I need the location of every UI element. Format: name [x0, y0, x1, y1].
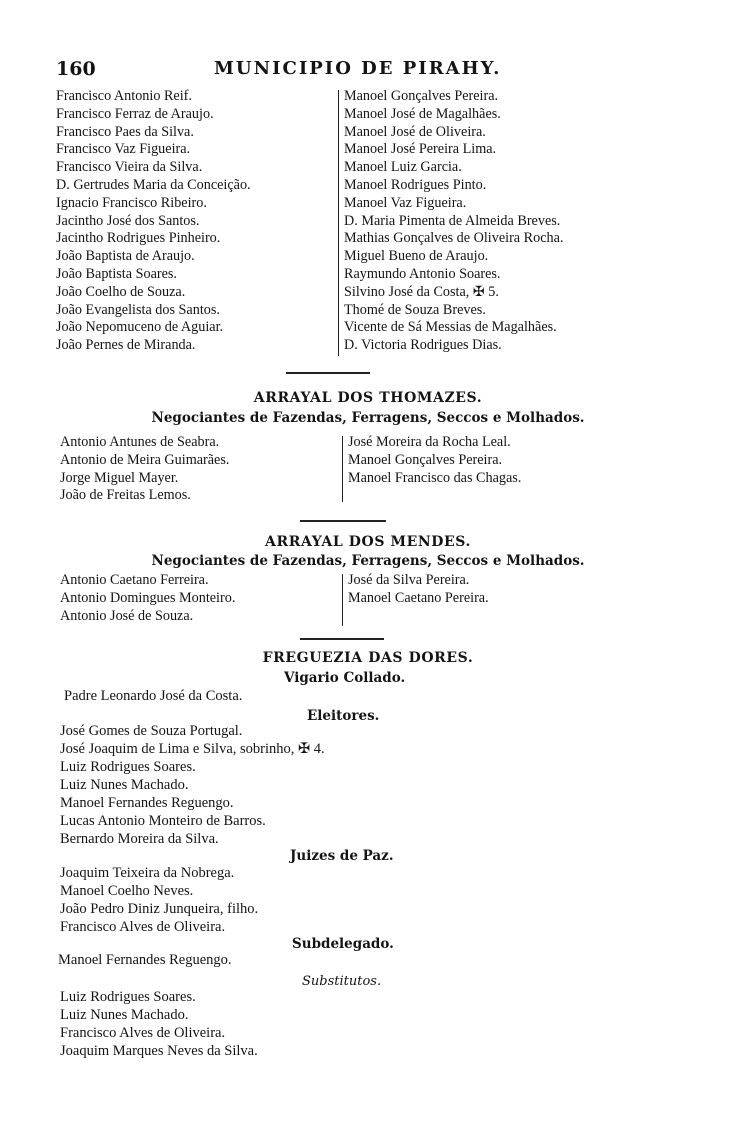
list-item: Manoel Gonçalves Pereira. [348, 451, 503, 468]
list-item: Raymundo Antonio Soares. [344, 265, 501, 282]
list-item: Manoel Caetano Pereira. [348, 589, 489, 606]
list-item: Manoel Francisco das Chagas. [348, 469, 522, 486]
list-item: Jorge Miguel Mayer. [60, 469, 179, 486]
list-item: Silvino José da Costa, ✠ 5. [344, 283, 499, 300]
list-item: Francisco Ferraz de Araujo. [56, 105, 214, 122]
list-item: Manoel Luiz Garcia. [344, 159, 462, 176]
list-item: Manoel Fernandes Reguengo. [60, 795, 234, 811]
list-item: Antonio Antunes de Seabra. [60, 434, 220, 450]
section-subtitle-thomazes: Negociantes de Fazendas, Ferragens, Seccos e Molhados. [151, 410, 585, 426]
section-rule [300, 638, 384, 640]
substitutos-label: Substitutos. [302, 974, 382, 989]
list-item: Manoel José Pereira Lima. [344, 141, 497, 158]
list-item: Francisco Vieira da Silva. [56, 159, 203, 176]
list-item: Mathias Gonçalves de Oliveira Rocha. [344, 230, 564, 247]
list-item: Bernardo Moreira da Silva. [60, 831, 219, 847]
list-item: João Pernes de Miranda. [56, 337, 196, 354]
list-item: Miguel Bueno de Araujo. [344, 248, 489, 265]
list-item: Luiz Nunes Machado. [60, 1007, 189, 1023]
vigario-label: Vigario Collado. [284, 670, 406, 686]
top-list-right-column [344, 88, 563, 355]
list-item: Manoel Coelho Neves. [60, 883, 194, 899]
top-name-list [56, 88, 656, 360]
list-item: Francisco Vaz Figueira. [56, 141, 191, 158]
list-item: Joaquim Teixeira da Nobrega. [60, 865, 235, 881]
section-rule [300, 520, 386, 522]
juizes-list [60, 864, 258, 936]
column-divider [342, 574, 343, 626]
list-item: Luiz Rodrigues Soares. [60, 989, 196, 1005]
list-item: Vicente de Sá Messias de Magalhães. [344, 319, 557, 336]
substitutos-list [60, 988, 258, 1060]
list-item: José Gomes de Souza Portugal. [60, 723, 243, 739]
list-item: Manoel Gonçalves Pereira. [344, 88, 499, 104]
list-item: Jacintho Rodrigues Pinheiro. [56, 230, 221, 247]
eleitores-list [60, 722, 325, 848]
list-item: Antonio José de Souza. [60, 607, 194, 624]
mendes-left-column [60, 572, 235, 625]
list-item: José Joaquim de Lima e Silva, sobrinho, ✠ 4. [60, 741, 325, 757]
top-list-left-column [56, 88, 251, 355]
mendes-name-list [60, 572, 620, 628]
list-item: Ignacio Francisco Ribeiro. [56, 194, 207, 211]
page-number: 160 [56, 58, 96, 80]
list-item: D. Maria Pimenta de Almeida Breves. [344, 212, 561, 229]
list-item: Manoel José de Oliveira. [344, 123, 486, 140]
running-title: MUNICIPIO DE PIRAHY. [214, 58, 502, 79]
section-subtitle-mendes: Negociantes de Fazendas, Ferragens, Seccos e Molhados. [151, 553, 585, 569]
section-title-thomazes: ARRAYAL DOS THOMAZES. [253, 390, 483, 406]
list-item: Joaquim Marques Neves da Silva. [60, 1043, 258, 1059]
subdelegado-name: Manoel Fernandes Reguengo. [58, 952, 232, 968]
list-item: João Evangelista dos Santos. [56, 301, 220, 318]
list-item: Lucas Antonio Monteiro de Barros. [60, 813, 266, 829]
list-item: Francisco Alves de Oliveira. [60, 919, 226, 935]
list-item: Jacintho José dos Santos. [56, 212, 200, 229]
list-item: Luiz Nunes Machado. [60, 777, 189, 793]
column-divider [342, 436, 343, 502]
list-item: João Baptista Soares. [56, 265, 177, 282]
list-item: Francisco Paes da Silva. [56, 123, 194, 140]
thomazes-right-column [348, 434, 521, 487]
mendes-right-column [348, 572, 489, 608]
list-item: Luiz Rodrigues Soares. [60, 759, 196, 775]
subdelegado-label: Subdelegado. [292, 936, 394, 952]
thomazes-name-list [60, 434, 620, 506]
list-item: Thomé de Souza Breves. [344, 301, 486, 318]
list-item: D. Victoria Rodrigues Dias. [344, 337, 502, 354]
list-item: D. Gertrudes Maria da Conceição. [56, 176, 251, 193]
vigario-name: Padre Leonardo José da Costa. [64, 688, 243, 704]
list-item: Antonio de Meira Guimarães. [60, 451, 230, 468]
list-item: João Pedro Diniz Junqueira, filho. [60, 901, 259, 917]
list-item: Manoel Vaz Figueira. [344, 194, 467, 211]
list-item: José Moreira da Rocha Leal. [348, 434, 511, 450]
list-item: Antonio Domingues Monteiro. [60, 589, 236, 606]
thomazes-left-column [60, 434, 229, 505]
list-item: Antonio Caetano Ferreira. [60, 572, 209, 588]
list-item: Francisco Antonio Reif. [56, 88, 192, 104]
list-item: José da Silva Pereira. [348, 572, 470, 588]
column-divider [338, 90, 339, 356]
list-item: João Nepomuceno de Aguiar. [56, 319, 224, 336]
section-title-mendes: ARRAYAL DOS MENDES. [265, 534, 471, 550]
juizes-label: Juizes de Paz. [290, 848, 394, 864]
list-item: João Baptista de Araujo. [56, 248, 195, 265]
list-item: João Coelho de Souza. [56, 283, 186, 300]
section-rule [286, 372, 370, 374]
list-item: Manoel José de Magalhães. [344, 105, 501, 122]
eleitores-label: Eleitores. [307, 708, 380, 724]
list-item: Francisco Alves de Oliveira. [60, 1025, 226, 1041]
page-header [56, 58, 516, 84]
list-item: Manoel Rodrigues Pinto. [344, 176, 487, 193]
list-item: João de Freitas Lemos. [60, 487, 191, 504]
section-title-dores: FREGUEZIA DAS DORES. [262, 650, 474, 666]
